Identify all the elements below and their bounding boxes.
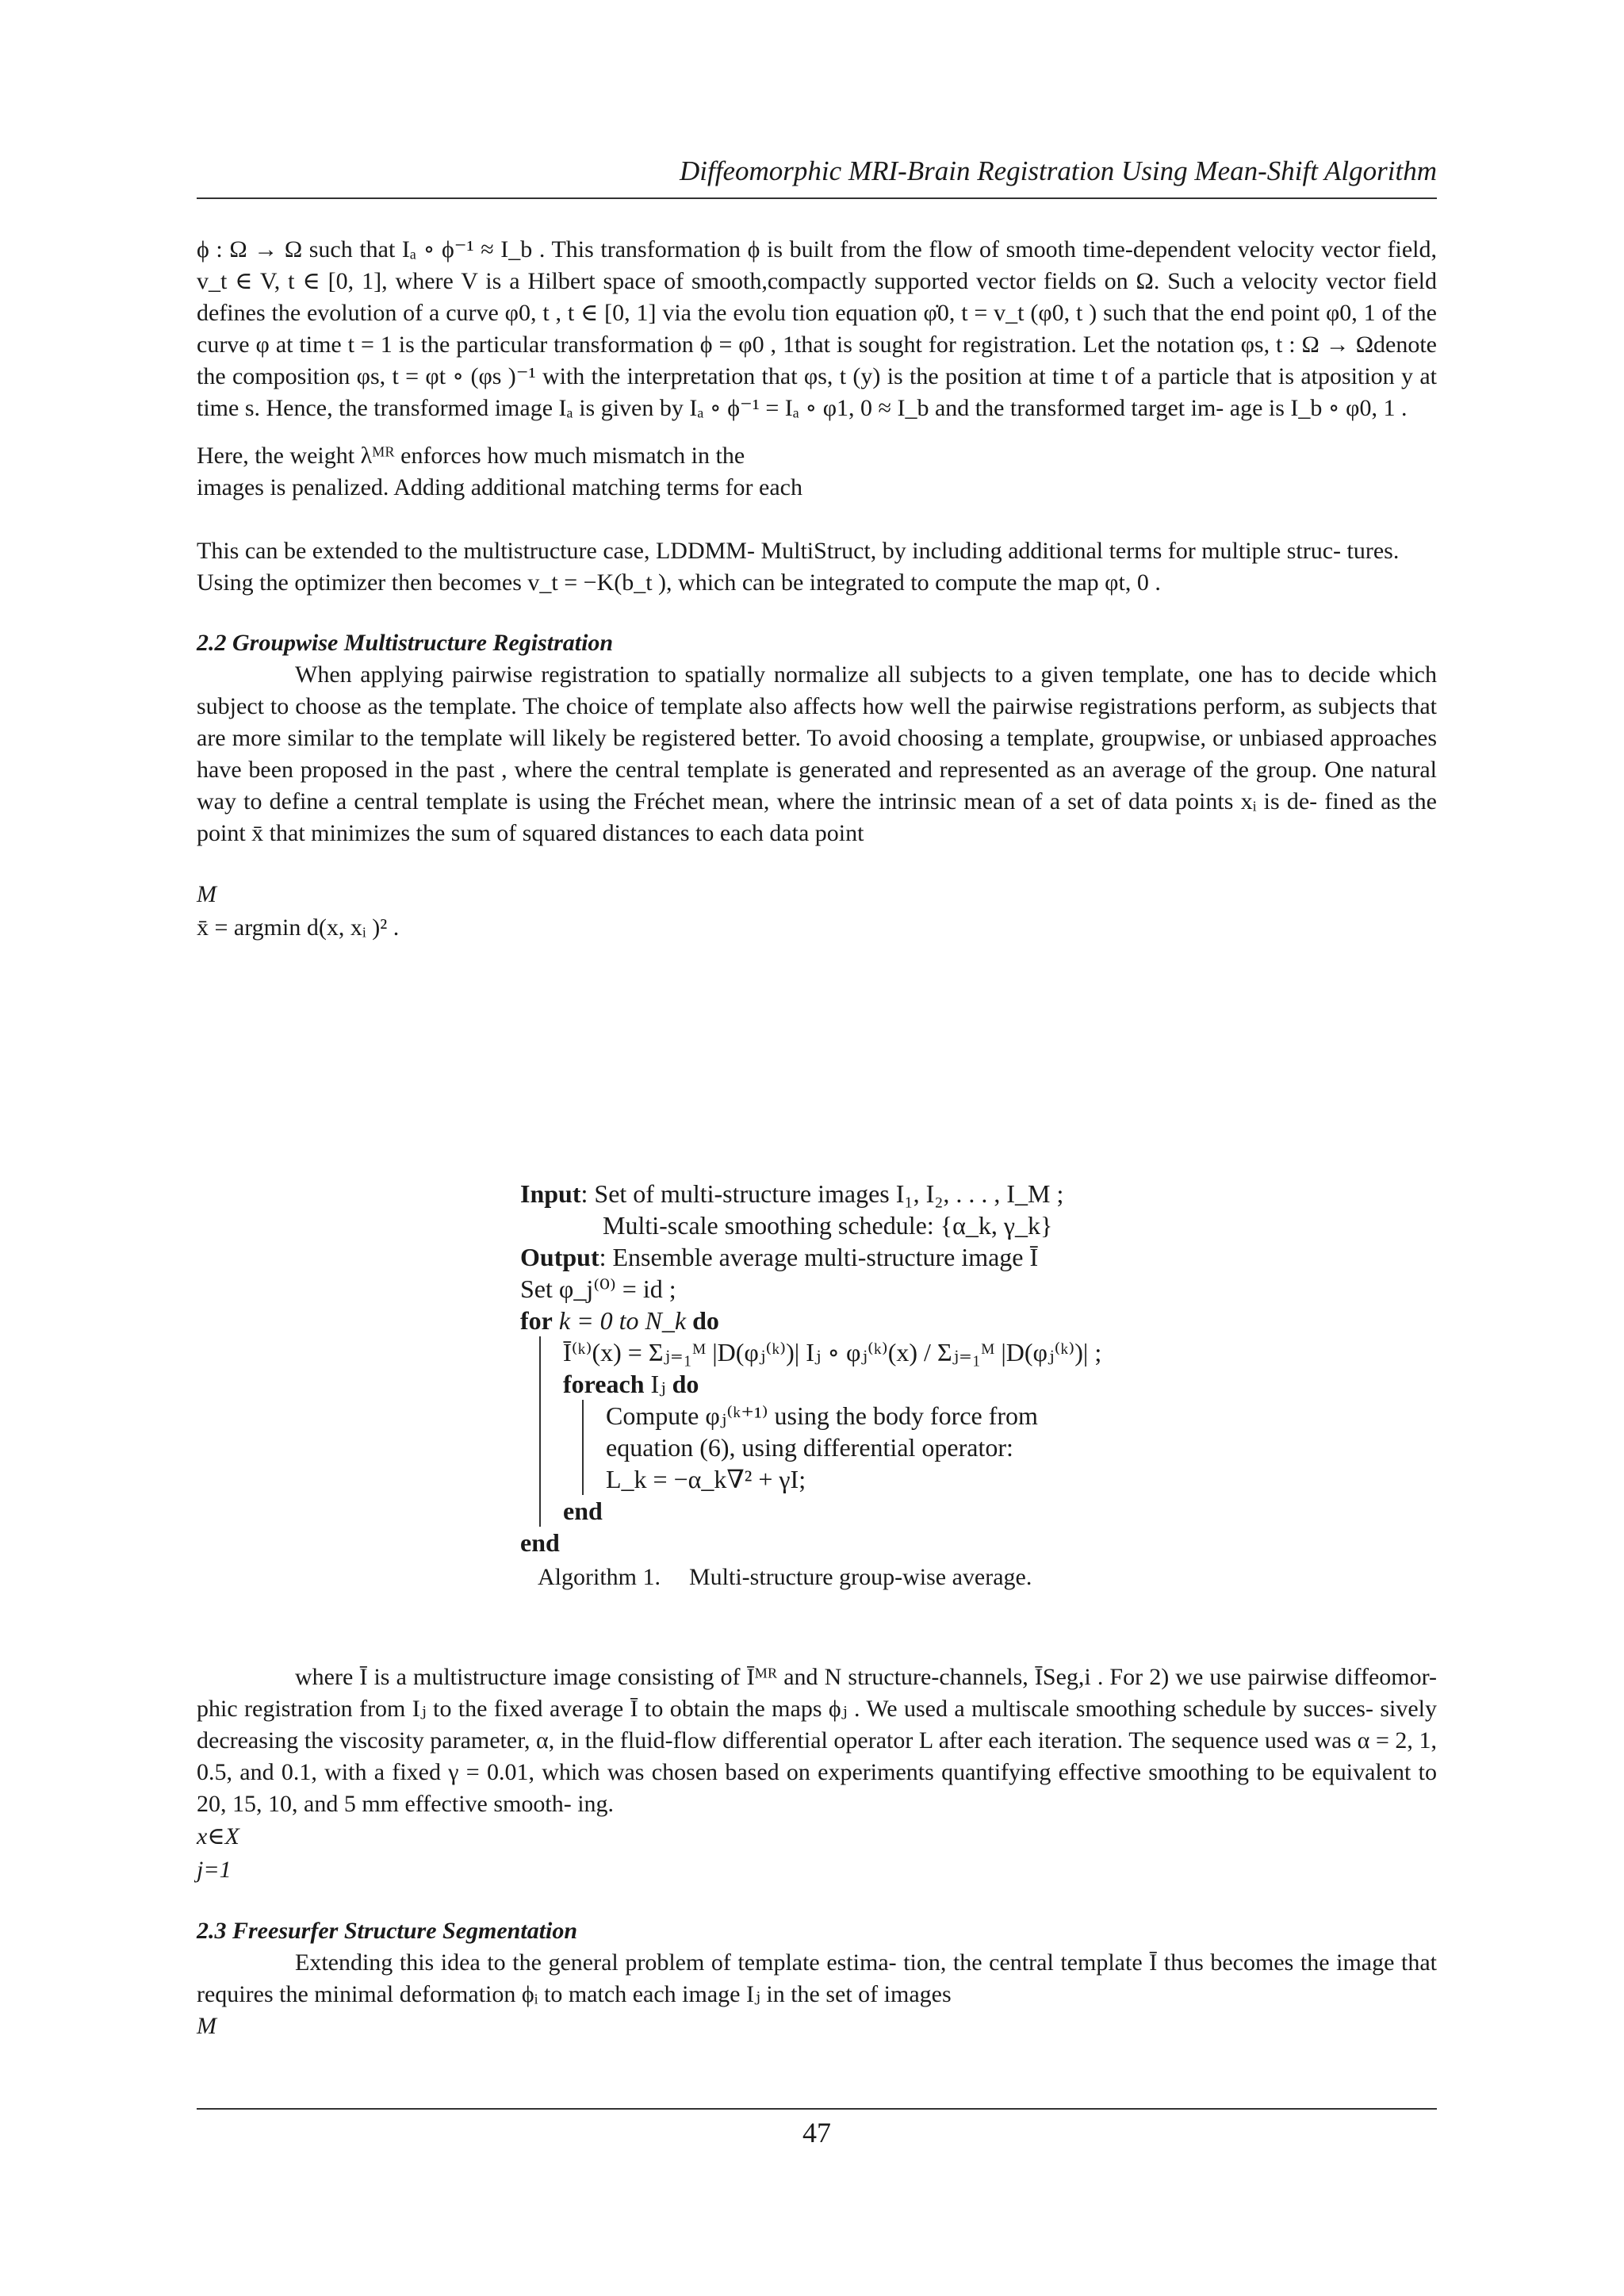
algo-input-text: : Set of multi-structure images I₁, I₂, . . . , I_M ;	[580, 1179, 1064, 1208]
caption-text: Multi-structure group-wise average.	[689, 1564, 1032, 1590]
algo-end-inner: end	[563, 1497, 603, 1525]
frechet-equation	[197, 878, 1437, 945]
equation-upper-limit: M	[197, 881, 216, 907]
algo-mean-line: Ī⁽ᵏ⁾(x) = Σⱼ₌₁ᴹ |D(φⱼ⁽ᵏ⁾)| Iⱼ ∘ φⱼ⁽ᵏ⁾(x) / Σⱼ₌₁ᴹ |D(φⱼ⁽ᵏ⁾)| ;	[563, 1338, 1102, 1366]
algo-foreach-block	[582, 1400, 1155, 1495]
stack-line-2: j=1	[197, 1857, 232, 1883]
algo-foreach-var: Iⱼ	[650, 1370, 666, 1398]
main-text	[197, 234, 1437, 945]
algo-foreach-keyword: foreach	[563, 1370, 645, 1398]
algo-compute-line-2: equation (6), using differential operator:	[606, 1433, 1013, 1462]
algo-for-keyword: for	[520, 1306, 553, 1335]
algo-set-line: Set φ_j⁽⁰⁾ = id ;	[520, 1274, 676, 1303]
section-2-3-paragraph: Extending this idea to the general problem of template estima- tion, the central template Ī thus becomes the image that requires the minimal deformation ϕᵢ to match each image Iⱼ in the set of images	[197, 1949, 1437, 2007]
algo-end-outer: end	[520, 1528, 560, 1557]
algo-foreach-do: do	[672, 1370, 699, 1398]
algo-compute-line-3: L_k = −α_k∇² + γI;	[606, 1465, 806, 1493]
section-2-3-tail: M	[197, 2013, 216, 2039]
algo-output-text: : Ensemble average multi-structure image Ī	[599, 1243, 1039, 1271]
equation-line: x̄ = argmin d(x, xᵢ )² .	[197, 914, 400, 941]
footer-rule	[197, 2108, 1437, 2110]
intro-paragraph: ϕ : Ω → Ω such that Iₐ ∘ ϕ⁻¹ ≈ I_b . This transformation ϕ is built from the flow of smooth time-dependent velocity vector field, v_t ∈ V, t ∈ [0, 1], where V is a Hilbert space of smooth,compactly supported vector fields on Ω. Such a velocity vector field defines the evolution of a curve φ0, t , t ∈ [0, 1] via the evolu tion equation φ̇0, t = v_t (φ0, t ) such that the end point φ0, 1 of the curve φ at time t = 1 is the particular transformation ϕ = φ0 , 1that is sought for registration. Let the notation φs, t : Ω → Ωdenote the composition φs, t = φt ∘ (φs )⁻¹ with the interpretation that φs, t (y) is the position at time t of a particle that is atposition y at time s. Hence, the transformed image Iₐ is given by Iₐ ∘ ϕ⁻¹ = Iₐ ∘ φ1, 0 ≈ I_b and the transformed target im- age is I_b ∘ φ0, 1 .	[197, 236, 1437, 421]
algo-input-keyword: Input	[520, 1179, 581, 1208]
section-2-2-paragraph: When applying pairwise registration to spatially normalize all subjects to a given template, one has to decide which subject to choose as the template. The choice of template also affects how well the pairwise registrations perform, as subjects that are more similar to the template will likely be registered better. To avoid choosing a template, groupwise, or unbiased approaches have been proposed in the past , where the central template is generated and represented as an average of the group. One natural way to define a central template is using the Fréchet mean, where the intrinsic mean of a set of data points xᵢ is de- fined as the point x̄ that minimizes the sum of squared distances to each data point	[197, 661, 1437, 846]
section-2-2-heading: 2.2 Groupwise Multistructure Registration	[197, 630, 614, 656]
algorithm-box	[520, 1178, 1155, 1593]
header-rule	[197, 197, 1437, 199]
weight-line-2: images is penalized. Adding additional matching terms for each	[197, 474, 802, 500]
stack-line-1: x∈X	[197, 1823, 239, 1849]
running-header: Diffeomorphic MRI-Brain Registration Using Mean-Shift Algorithm	[680, 155, 1437, 186]
section-2-3-heading: 2.3 Freesurfer Structure Segmentation	[197, 1918, 578, 1944]
algo-schedule: Multi-scale smoothing schedule: {α_k, γ_k}	[603, 1211, 1053, 1240]
multistruct-paragraph: This can be extended to the multistructure case, LDDMM- MultiStruct, by including additional terms for multiple struc- tures.	[197, 538, 1400, 564]
algorithm-caption	[520, 1562, 1155, 1593]
page	[197, 0, 1437, 2296]
algo-for-block	[539, 1336, 1155, 1527]
after-algorithm-paragraph: where Ī is a multistructure image consisting of Īᴹᴿ and N structure-channels, ĪSeg,i . For 2) we use pairwise diffeomor- phic registration from Iⱼ to the fixed average Ī to obtain the maps ϕⱼ . We used a multiscale smoothing schedule by succes- sively decreasing the viscosity parameter, α, in the fluid-flow differential operator L after each iteration. The sequence used was α = 2, 1, 0.5, and 0.1, with a fixed γ = 0.01, which was chosen based on experiments quantifying effective smoothing to be equivalent to 20, 15, 10, and 5 mm effective smooth- ing.	[197, 1664, 1437, 1817]
weight-line-1: Here, the weight λᴹᴿ enforces how much mismatch in the	[197, 443, 745, 469]
lower-text	[197, 1662, 1437, 2042]
algo-compute-line-1: Compute φⱼ⁽ᵏ⁺¹⁾ using the body force from	[606, 1401, 1038, 1430]
page-number: 47	[802, 2117, 831, 2148]
algo-output-keyword: Output	[520, 1243, 599, 1271]
caption-label: Algorithm 1.	[538, 1564, 661, 1590]
algo-do-keyword: do	[692, 1306, 719, 1335]
algo-for-range: k = 0 to N_k	[558, 1306, 687, 1335]
optimizer-line: Using the optimizer then becomes v_t = −K(b_t ), which can be integrated to compute the map φt, 0 .	[197, 569, 1161, 596]
